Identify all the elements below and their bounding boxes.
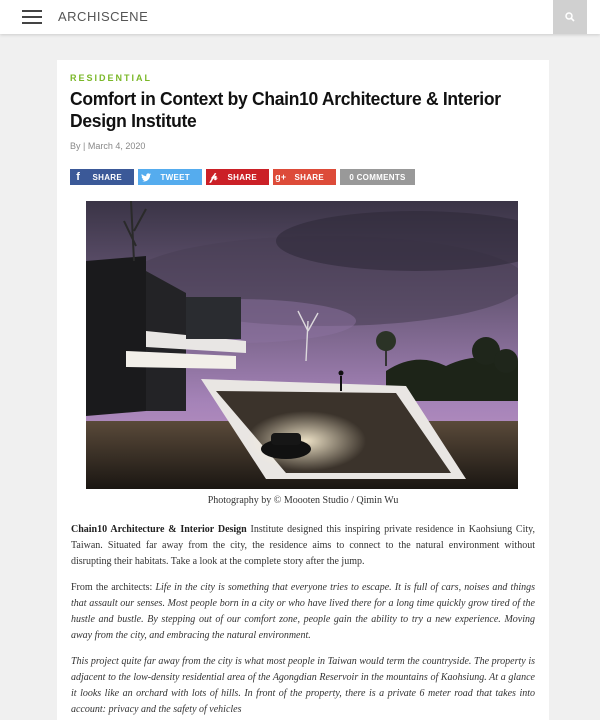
category-label[interactable]: RESIDENTIAL	[70, 73, 153, 83]
facebook-share-label: SHARE	[92, 172, 122, 182]
twitter-share-label: TWEET	[160, 172, 190, 182]
twitter-icon	[138, 173, 155, 182]
paragraph-1-text: Institute designed this inspiring private residence in Kaohsiung City, Taiwan. Situated far away from the city, the residence aims to connect to the natural environment without disrupting their habitats. Take a look at the complete story after the jump.	[71, 524, 535, 567]
googleplus-share-label: SHARE	[294, 172, 324, 182]
search-button[interactable]	[553, 0, 587, 34]
site-name[interactable]: ARCHISCENE	[58, 9, 149, 24]
house-photo-illustration	[86, 201, 518, 489]
pinterest-icon: 𝓅	[209, 170, 218, 183]
comments-button[interactable]	[340, 169, 415, 185]
article-photo[interactable]	[86, 201, 518, 489]
menu-icon[interactable]	[22, 10, 42, 24]
googleplus-icon: g+	[275, 172, 287, 182]
pinterest-share-button[interactable]	[206, 169, 269, 185]
facebook-icon: f	[76, 171, 81, 183]
article-meta: By | March 4, 2020	[70, 141, 146, 151]
article-paragraph-1	[71, 522, 535, 570]
search-icon	[565, 12, 575, 22]
paragraph-2-quote: Life in the city is something that everyone tries to escape. It is full of cars, noises and things that assault our senses. Most people born in a city or who have lived there for a long time quickly grow tired of the hustle and bustle. By stepping out of our comfort zone, people gain the ability to try a new experience. Moving away from the city, and embracing the natural environment.	[71, 582, 535, 641]
share-bar	[70, 169, 415, 185]
facebook-share-button[interactable]	[70, 169, 134, 185]
comments-label: 0 COMMENTS	[349, 172, 406, 182]
pinterest-share-label: SHARE	[227, 172, 257, 182]
article-paragraph-2	[71, 580, 535, 644]
twitter-share-button[interactable]	[138, 169, 202, 185]
article-card	[57, 60, 549, 720]
article-title: Comfort in Context by Chain10 Architecture & Interior Design Institute	[70, 88, 501, 132]
photo-caption: Photography by © Moooten Studio / Qimin Wu	[207, 495, 399, 506]
paragraph-3-quote: This project quite far away from the city is what most people in Taiwan would term the countryside. The property is adjacent to the low-density residential area of the Agongdian Reservoir in the mountains of Kaohsiung. At a glance it looks like an orchard with lots of hills. In front of the property, there is a private 6 meter road that takes into account: privacy and the safety of vehicles	[71, 656, 535, 715]
googleplus-share-button[interactable]	[273, 169, 336, 185]
article-paragraph-3	[71, 654, 535, 718]
architect-name[interactable]: Chain10 Architecture & Interior Design	[71, 524, 247, 535]
paragraph-2-lead: From the architects:	[71, 582, 156, 593]
top-bar	[0, 0, 600, 34]
